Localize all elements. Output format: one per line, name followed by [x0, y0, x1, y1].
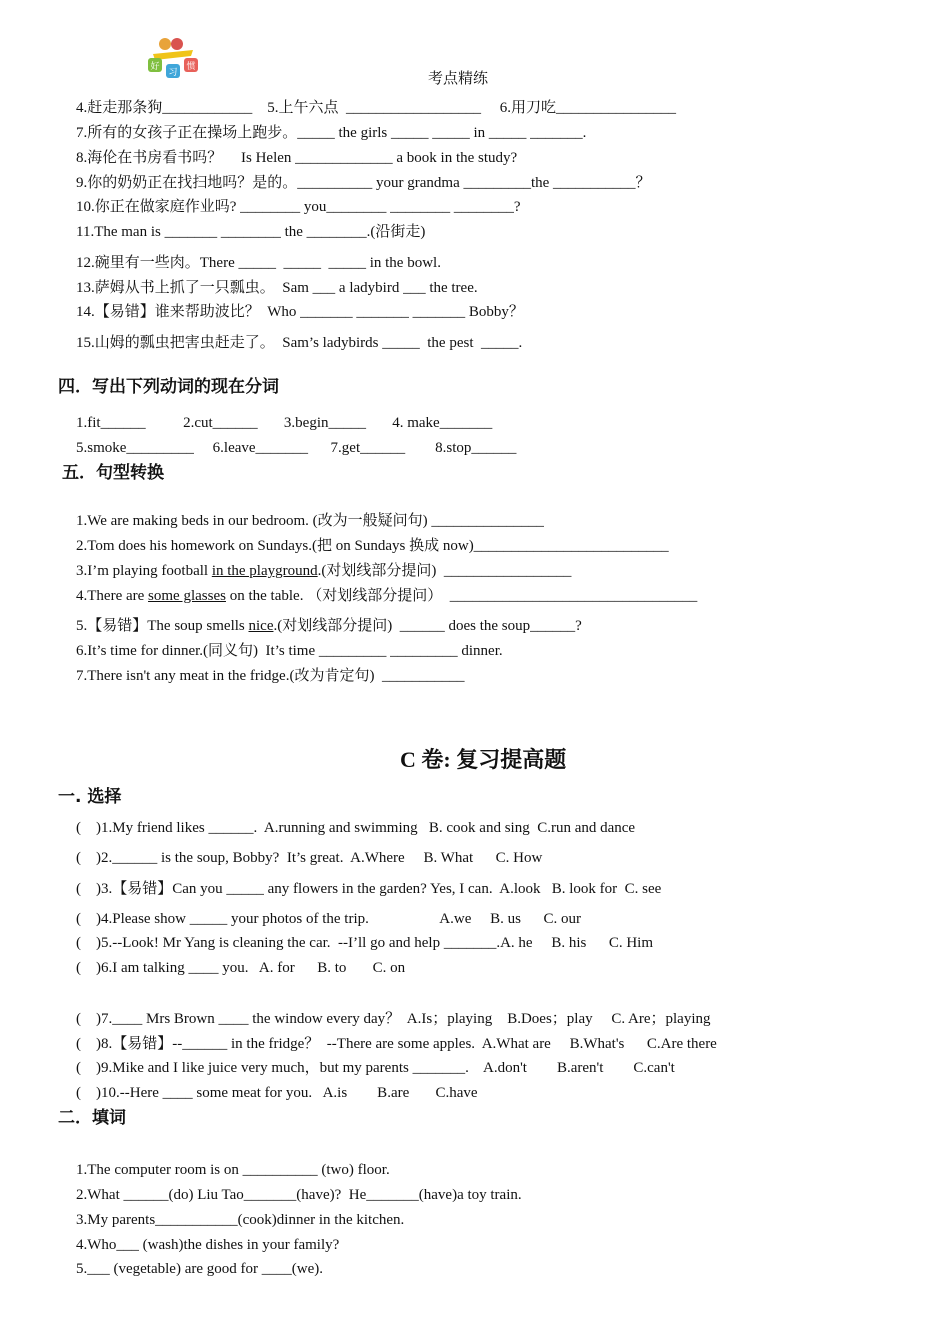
transform-q2: 2.Tom does his homework on Sundays.(把 on Sundays 换成 now)__________________________	[76, 538, 669, 554]
section-title-transform: 五．句型转换	[62, 463, 164, 483]
translation-line-14: 14.【易错】谁来帮助波比？ Who _______ _______ _______ Bobby？	[76, 304, 524, 320]
transform-q6: 6.It’s time for dinner.(同义句) It’s time _________ _________ dinner.	[76, 643, 503, 659]
choice-q7: ( )7.____ Mrs Brown ____ the window every day？ A.Is；playing B.Does；play C. Are；playing	[76, 1011, 711, 1027]
choice-q3: ( )3.【易错】Can you _____ any flowers in the garden? Yes, I can. A.look B. look for C. see	[76, 881, 662, 897]
transform-q3	[76, 562, 571, 580]
choice-q6: ( )6.I am talking ____ you. A. for B. to C. on	[76, 960, 406, 976]
choice-q8: ( )8.【易错】--______ in the fridge？ --There are some apples. A.What are B.What's C.Are there	[76, 1036, 717, 1052]
translation-line-13: 13.萨姆从书上抓了一只瓢虫。 Sam ___ a ladybird ___ the tree.	[76, 280, 478, 296]
transform-q5	[76, 617, 582, 635]
choice-q1: ( )1.My friend likes ______. A.running and swimming B. cook and sing C.run and dance	[76, 820, 636, 836]
fill-q2: 2.What ______(do) Liu Tao_______(have)? He_______(have)a toy train.	[76, 1187, 522, 1203]
fill-q4: 4.Who___ (wash)the dishes in your family?	[76, 1237, 340, 1253]
logo-char-1: 好	[150, 62, 160, 72]
participle-row-1: 1.fit______ 2.cut______ 3.begin_____ 4. make_______	[76, 415, 493, 431]
fill-q3: 3.My parents___________(cook)dinner in the kitchen.	[76, 1212, 405, 1228]
transform-q1: 1.We are making beds in our bedroom. (改为一般疑问句) _______________	[76, 513, 544, 529]
fill-q5: 5.___ (vegetable) are good for ____(we).	[76, 1261, 323, 1277]
fill-q1: 1.The computer room is on __________ (two) floor.	[76, 1162, 390, 1178]
translation-line-8: 8.海伦在书房看书吗？ Is Helen _____________ a book in the study?	[76, 150, 518, 166]
transform-q5-start: 5.【易错】The soup smells	[76, 618, 249, 634]
logo-icon	[143, 36, 203, 82]
translation-line-9: 9.你的奶奶正在找扫地吗？是的。__________ your grandma _________the ___________？	[76, 175, 651, 191]
section-title-participles: 四．写出下列动词的现在分词	[58, 377, 279, 397]
transform-q3-end: .(对划线部分提问) _________________	[317, 563, 572, 579]
choice-q5: ( )5.--Look! Mr Yang is cleaning the car. --I’ll go and help _______.A. he B. his C. Him	[76, 935, 653, 951]
choice-q9: ( )9.Mike and I like juice very much，but my parents _______. A.don't B.aren't C.can't	[76, 1060, 675, 1076]
transform-q4	[76, 587, 697, 605]
translation-line-10: 10.你正在做家庭作业吗? ________ you________ ________ ________?	[76, 199, 521, 215]
section-title-choice: 一. 选择	[58, 787, 122, 807]
section-title-fill: 二．填词	[58, 1108, 126, 1128]
transform-q4-underline: some glasses	[148, 588, 226, 604]
logo-char-3: 惯	[186, 62, 196, 72]
choice-q4: ( )4.Please show _____ your photos of the trip. A.we B. us C. our	[76, 911, 581, 927]
transform-q5-underline: nice	[248, 618, 274, 634]
logo-char-2: 习	[168, 68, 178, 78]
transform-q5-end: .(对划线部分提问) ______ does the soup______?	[273, 618, 582, 634]
transform-q3-start: 3.I’m playing football	[76, 563, 212, 579]
translation-line-12: 12.碗里有一些肉。There _____ _____ _____ in the bowl.	[76, 255, 441, 271]
transform-q7: 7.There isn't any meat in the fridge.(改为肯定句) ___________	[76, 668, 465, 684]
choice-q10: ( )10.--Here ____ some meat for you. A.is B.are C.have	[76, 1085, 478, 1101]
participle-row-2: 5.smoke_________ 6.leave_______ 7.get______ 8.stop______	[76, 440, 517, 456]
translation-line-7: 7.所有的女孩子正在操场上跑步。_____ the girls _____ _____ in _____ _______.	[76, 125, 587, 141]
choice-q2: ( )2.______ is the soup, Bobby? It’s great. A.Where B. What C. How	[76, 850, 543, 866]
translation-line-11: 11.The man is _______ ________ the ________.(沿街走)	[76, 224, 426, 240]
transform-q3-underline: in the playground	[211, 563, 318, 579]
translation-line-15: 15.山姆的瓢虫把害虫赶走了。 Sam’s ladybirds _____ the pest _____.	[76, 335, 523, 351]
translation-line-4: 4.赶走那条狗____________ 5.上午六点 __________________ 6.用刀吃________________	[76, 100, 677, 116]
part-c-title: C 卷: 复习提高题	[400, 747, 567, 772]
transform-q4-end: on the table. （对划线部分提问） _________________________________	[225, 588, 698, 604]
transform-q4-start: 4.There are	[76, 588, 149, 604]
page-header-title: 考点精练	[428, 71, 489, 87]
